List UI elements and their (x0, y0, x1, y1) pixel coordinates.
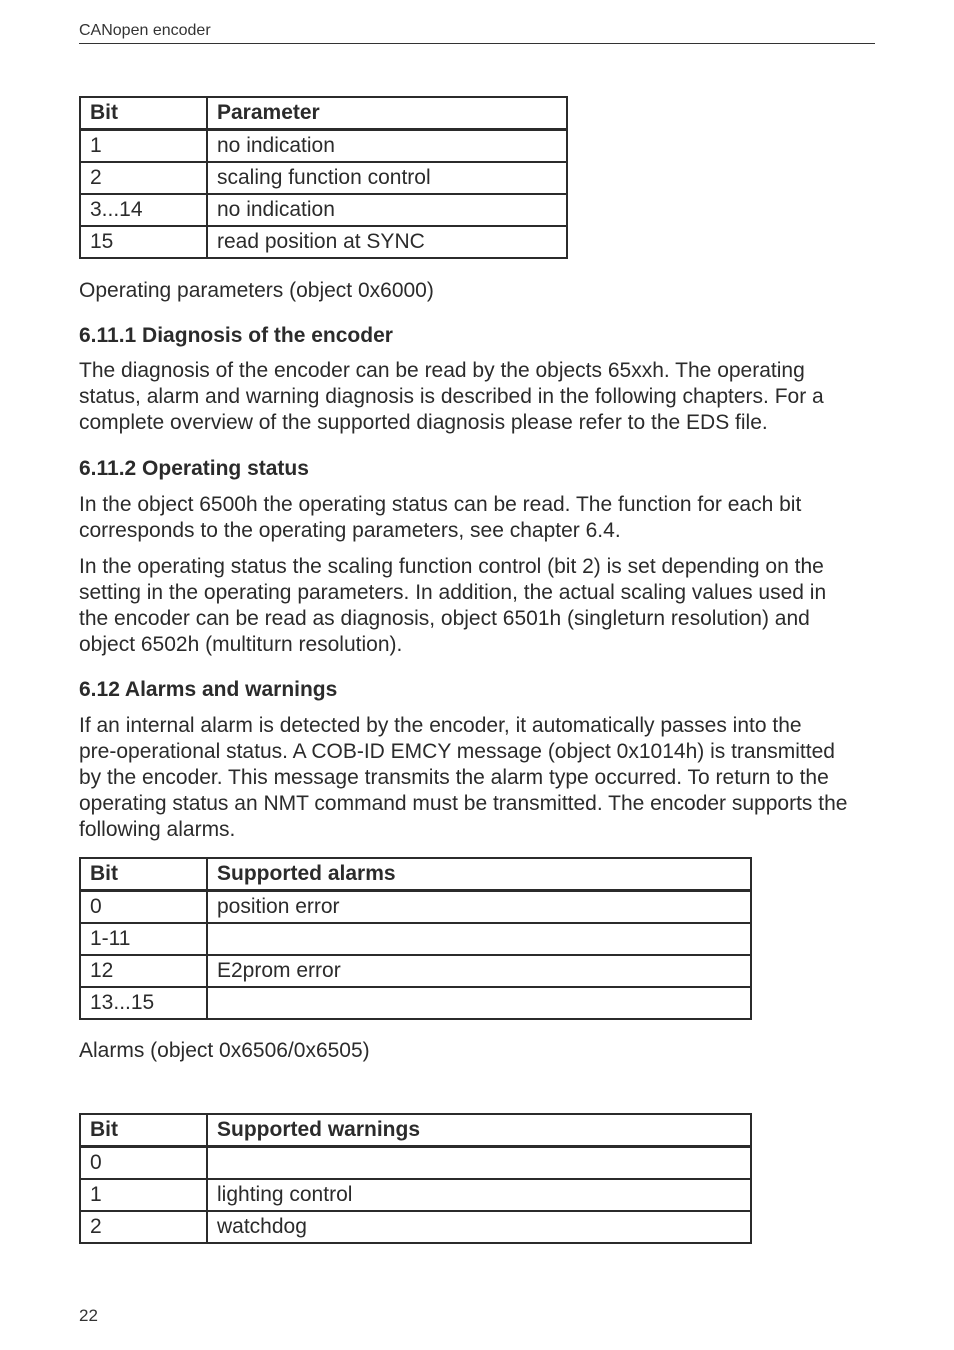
supported-warnings-table (79, 1113, 752, 1244)
bit-cell: 13...15 (80, 987, 207, 1019)
table-row (80, 226, 567, 258)
bit-cell: 15 (80, 226, 207, 258)
table-row (80, 1211, 751, 1243)
table-row (80, 891, 751, 924)
table-caption: Alarms (object 0x6506/0x6505) (79, 1039, 370, 1062)
body-paragraph (79, 554, 879, 658)
alarm-cell (207, 923, 751, 955)
text-line: If an internal alarm is detected by the encoder, it automatically passes into the (79, 714, 802, 737)
text-line: object 6502h (multiturn resolution). (79, 633, 403, 656)
bit-cell: 2 (80, 162, 207, 194)
column-header-bit: Bit (80, 858, 207, 891)
bit-cell: 0 (80, 1147, 207, 1180)
text-line: pre-operational status. A COB-ID EMCY message (object 0x1014h) is transmitted (79, 740, 835, 763)
bit-cell: 1 (80, 1179, 207, 1211)
text-line: setting in the operating parameters. In addition, the actual scaling values used in (79, 581, 827, 604)
column-header-parameter: Parameter (207, 97, 567, 130)
section-heading: 6.12 Alarms and warnings (79, 678, 338, 701)
body-paragraph (79, 492, 879, 544)
bit-cell: 1 (80, 130, 207, 163)
parameter-cell: no indication (207, 130, 567, 163)
table-row (80, 130, 567, 163)
table-row (80, 1179, 751, 1211)
table-header-row (80, 858, 751, 891)
text-line: operating status an NMT command must be transmitted. The encoder supports the (79, 792, 848, 815)
table-row (80, 923, 751, 955)
body-paragraph (79, 358, 879, 436)
table-row (80, 955, 751, 987)
table-row (80, 162, 567, 194)
table-header-row (80, 97, 567, 130)
text-line: In the object 6500h the operating status can be read. The function for each bit (79, 493, 802, 516)
text-line: corresponds to the operating parameters, see chapter 6.4. (79, 519, 621, 542)
alarm-cell: position error (207, 891, 751, 924)
text-line: complete overview of the supported diagnosis please refer to the EDS file. (79, 411, 768, 434)
text-line: In the operating status the scaling function control (bit 2) is set depending on the (79, 555, 824, 578)
bit-cell: 2 (80, 1211, 207, 1243)
header-rule (79, 43, 875, 44)
page-number: 22 (79, 1306, 98, 1325)
table-row (80, 1147, 751, 1180)
text-line: the encoder can be read as diagnosis, object 6501h (singleturn resolution) and (79, 607, 810, 630)
table-row (80, 194, 567, 226)
warning-cell (207, 1147, 751, 1180)
table-row (80, 987, 751, 1019)
parameter-cell: no indication (207, 194, 567, 226)
warning-cell: watchdog (207, 1211, 751, 1243)
bit-cell: 3...14 (80, 194, 207, 226)
bit-cell: 0 (80, 891, 207, 924)
section-heading: 6.11.2 Operating status (79, 457, 309, 480)
running-header: CANopen encoder (79, 22, 211, 39)
table-caption: Operating parameters (object 0x6000) (79, 279, 434, 302)
table-header-row (80, 1114, 751, 1147)
operating-parameters-table (79, 96, 568, 259)
body-paragraph (79, 713, 879, 843)
section-heading: 6.11.1 Diagnosis of the encoder (79, 324, 393, 347)
column-header-alarms: Supported alarms (207, 858, 751, 891)
text-line: status, alarm and warning diagnosis is described in the following chapters. For a (79, 385, 824, 408)
bit-cell: 1-11 (80, 923, 207, 955)
text-line: by the encoder. This message transmits the alarm type occurred. To return to the (79, 766, 829, 789)
text-line: following alarms. (79, 818, 236, 841)
alarm-cell: E2prom error (207, 955, 751, 987)
text-line: The diagnosis of the encoder can be read by the objects 65xxh. The operating (79, 359, 805, 382)
supported-alarms-table (79, 857, 752, 1020)
column-header-bit: Bit (80, 97, 207, 130)
column-header-warnings: Supported warnings (207, 1114, 751, 1147)
bit-cell: 12 (80, 955, 207, 987)
parameter-cell: read position at SYNC (207, 226, 567, 258)
parameter-cell: scaling function control (207, 162, 567, 194)
alarm-cell (207, 987, 751, 1019)
warning-cell: lighting control (207, 1179, 751, 1211)
column-header-bit: Bit (80, 1114, 207, 1147)
